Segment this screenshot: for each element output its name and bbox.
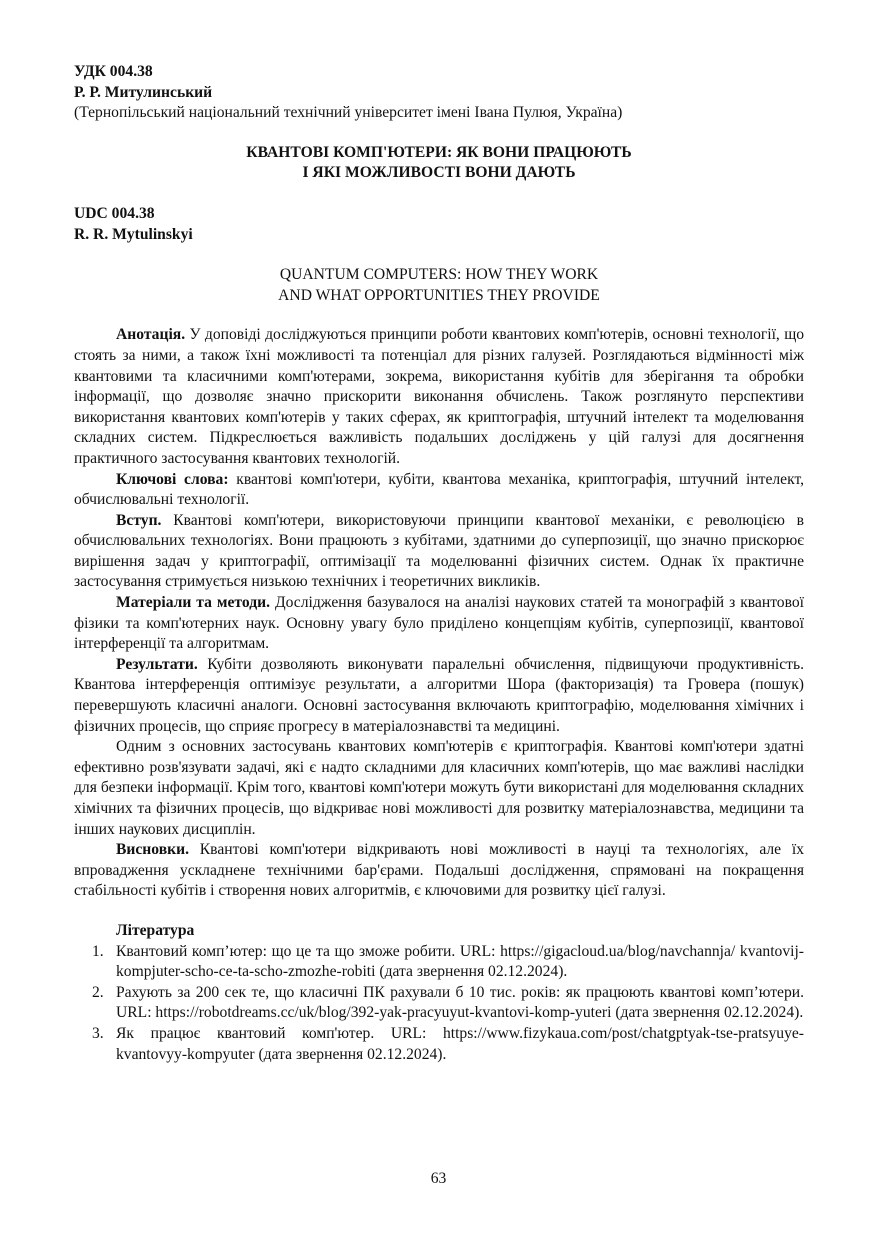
abstract-text: У доповіді досліджуються принципи роботи квантових комп'ютерів, основні технології, що стоять за ними, а також їхні можливості та потенціал для різних галузей. Розглядаються відмінності між квантовими та класичними комп'ютерами, зокрема, використання кубітів для зберігання та обробки інформації, що дозволяє значно прискорити виконання обчислень. Також розглянуто перспективи використання квантових комп'ютерів у таких сферах, як криптографія, штучний інтелект та моделювання складних систем. Підкреслюється важливість подальших досліджень у цій галузі для досягнення практичного застосування квантових технологій.: [74, 326, 804, 467]
reference-text: Як працює квантовий комп'ютер. URL: https://www.fizykaua.com/post/chatgptyak-tse-pratsyuye-kvantovyy-kompyuter (дата звернення 02.12.2024).: [116, 1024, 804, 1063]
reference-number: 1.: [92, 942, 104, 960]
author-ua: Р. Р. Митулинський: [74, 83, 213, 101]
author-en: R. R. Mytulinskyi: [74, 225, 193, 243]
reference-item: [74, 1024, 804, 1065]
abstract-label: Анотація.: [116, 326, 186, 344]
keywords-paragraph: [74, 470, 804, 511]
results-paragraph: [74, 655, 804, 737]
literature-heading: Література: [116, 921, 195, 939]
paper-page: [74, 62, 804, 1065]
methods-text: Дослідження базувалося на аналізі наукових статей та монографій з квантової фізики та комп'ютерних наук. Основну увагу було приділено концепціям кубітів, суперпозиції, квантової інтерференції та алгоритмам.: [74, 594, 804, 653]
reference-number: 3.: [92, 1024, 104, 1042]
methods-label: Матеріали та методи.: [116, 594, 271, 612]
results-label: Результати.: [116, 655, 198, 673]
intro-text: Квантові комп'ютери, використовуючи принципи квантової механіки, є революцією в обчислювальних технологіях. Вони працюють з кубітами, здатними до суперпозиції, що значно прискорює вирішення задач у криптографії, оптимізації та моделюванні фізичних систем. Однак їх практичне застосування стримується низькою технічних і теоретичних викликів.: [74, 511, 804, 591]
title-en: [74, 265, 804, 306]
title-en-line1: QUANTUM COMPUTERS: HOW THEY WORK: [279, 266, 599, 284]
affiliation-ua: (Тернопільський національний технічний університет імені Івана Пулюя, Україна): [74, 104, 623, 122]
reference-item: [74, 983, 804, 1024]
title-ua-line1: КВАНТОВІ КОМП'ЮТЕРИ: ЯК ВОНИ ПРАЦЮЮТЬ: [246, 143, 632, 161]
title-en-line2: AND WHAT OPPORTUNITIES THEY PROVIDE: [278, 286, 600, 304]
results-text: Кубіти дозволяють виконувати паралельні обчислення, підвищуючи продуктивність. Квантова інтерференція оптимізує результати, а алгоритми Шора (факторизація) та Гровера (пошук) перевершують класичні аналоги. Основні застосування включають криптографію, моделювання хімічних і фізичних процесів, що сприяє прогресу в матеріалознавстві та медицині.: [74, 655, 804, 735]
title-ua-line2: І ЯКІ МОЖЛИВОСТІ ВОНИ ДАЮТЬ: [302, 164, 576, 182]
results-continued-paragraph: Одним з основних застосувань квантових комп'ютерів є криптографія. Квантові комп'ютери здатні ефективно розв'язувати задачі, які є надто складними для класичних комп'ютерів, що має важливі наслідки для безпеки інформації. Крім того, квантові комп'ютери можуть бути використані для моделювання складних хімічних та фізичних процесів, що відкриває нові можливості для розвитку матеріалознавства, медицини та інших наукових дисциплін.: [74, 738, 804, 838]
page-number: 63: [430, 1170, 447, 1187]
abstract-paragraph: [74, 325, 804, 469]
conclusions-label: Висновки.: [116, 841, 189, 859]
udc-ua: УДК 004.38: [74, 63, 153, 80]
reference-text: Рахують за 200 сек те, що класичні ПК рахували б 10 тис. років: як працюють квантові комп’ютери. URL: https://robotdreams.cc/uk/blog/392-yak-pracyuyut-kvantovi-komp-yuteri (дата звернення 02.12.2024).: [116, 983, 804, 1022]
conclusions-text: Квантові комп'ютери відкривають нові можливості в науці та технологіях, але їх впровадження ускладнене технічними бар'єрами. Подальші дослідження, спрямовані на покращення стабільності кубітів і створення нових алгоритмів, є ключовими для розвитку цієї галузі.: [74, 841, 804, 900]
reference-item: [74, 942, 804, 983]
title-ua: [74, 143, 804, 184]
intro-paragraph: [74, 511, 804, 593]
methods-paragraph: [74, 593, 804, 655]
reference-list: [74, 942, 804, 1066]
keywords-label: Ключові слова:: [116, 470, 229, 488]
reference-number: 2.: [92, 983, 104, 1001]
udc-en: UDC 004.38: [74, 204, 155, 222]
conclusions-paragraph: [74, 840, 804, 902]
intro-label: Вступ.: [116, 511, 162, 529]
keywords-text: квантові комп'ютери, кубіти, квантова механіка, криптографія, штучний інтелект, обчислювальні технології.: [74, 470, 804, 509]
reference-text: Квантовий комп’ютер: що це та що зможе робити. URL: https://gigacloud.ua/blog/navchannja/ kvantovij-kompjuter-scho-ce-ta-scho-zmozhe-robiti (дата звернення 02.12.2024).: [116, 942, 804, 981]
